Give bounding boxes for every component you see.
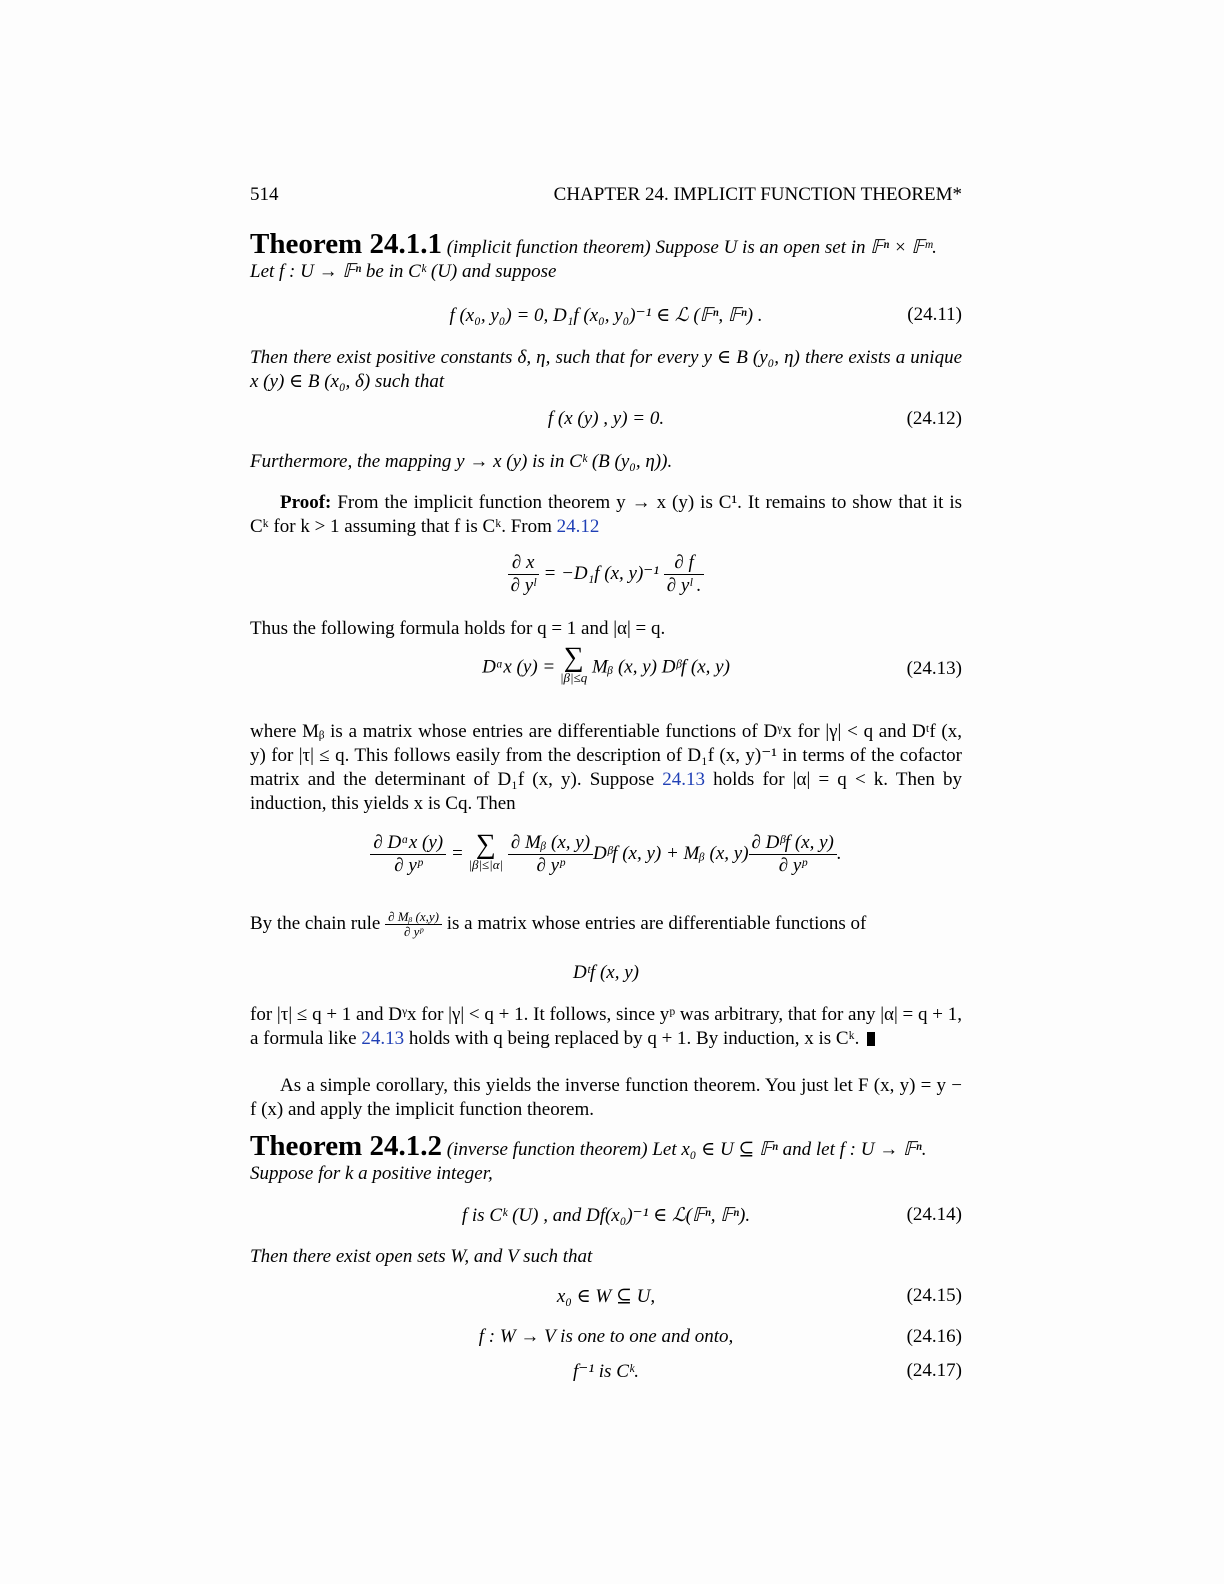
theorem-24-1-1	[250, 228, 962, 284]
sigma-symbol: ∑	[475, 828, 496, 860]
theorem-furthermore: Furthermore, the mapping y → x (y) is in Cᵏ (B (y₀, η)).	[250, 451, 673, 472]
paragraph-text: for |τ| ≤ q + 1 and Dᵞx for |γ| < q + 1. It follows, since yᵖ was arbitrary, that for any |α| = q + 1, a formula like	[250, 1004, 962, 1049]
middle-term: = −D₁f (x, y)⁻¹	[543, 562, 659, 584]
theorem-24-1-2	[250, 1130, 962, 1186]
equation-rhs: Mᵦ (x, y) Dᵝf (x, y)	[591, 656, 730, 678]
equals-sign: =	[450, 842, 464, 864]
summation	[468, 828, 504, 875]
equation-ref-link[interactable]: 24.12	[556, 516, 600, 537]
equation-formula: f (x (y) , y) = 0.	[547, 408, 665, 429]
equation-lhs: Dᵅx (y) =	[482, 656, 556, 678]
paragraph-text-cont: holds with q being replaced by q + 1. By induction, x is Cᵏ.	[404, 1028, 860, 1049]
chapter-title: CHAPTER 24. IMPLICIT FUNCTION THEOREM*	[553, 184, 962, 205]
paragraph-text-cont: holds for |α| = q < k. Then by induction, this yields x is Cq. Then	[250, 769, 963, 814]
equation-formula: f : W → V is one to one and onto,	[478, 1326, 734, 1347]
equation-24-16	[250, 1326, 962, 1356]
numerator: ∂ f	[664, 552, 705, 575]
theorem-statement-cont: Suppose for k a positive integer,	[250, 1163, 493, 1184]
equation-number: (24.11)	[907, 304, 962, 325]
denominator: ∂ yᵖ	[778, 855, 807, 876]
equation-formula: f (x₀, y₀) = 0, D₁f (x₀, y₀)⁻¹ ∈ ℒ (𝔽ⁿ, 𝔽ⁿ) .	[449, 305, 763, 326]
equation-dtau	[250, 962, 962, 992]
equation-number: (24.13)	[906, 658, 962, 679]
paragraph-chain-rule	[250, 910, 962, 939]
numerator: ∂ Mᵦ (x, y)	[508, 832, 593, 855]
equation-24-12	[250, 408, 962, 438]
theorem-conclusion: Then there exist positive constants δ, η, such that for every y ∈ B (y₀, η) there exists a unique x (y) ∈ B (x₀, δ) such that	[250, 347, 962, 392]
theorem-statement: (inverse function theorem) Let x₀ ∈ U ⊆ 𝔽ⁿ and let f : U → 𝔽ⁿ.	[446, 1139, 927, 1160]
equation-formula: x₀ ∈ W ⊆ U,	[556, 1286, 656, 1307]
fraction	[749, 832, 837, 877]
numerator: ∂ Mᵦ (x,y)	[385, 910, 442, 925]
middle-term: Dᵝf (x, y) + Mᵦ (x, y)	[593, 842, 749, 864]
page-number: 514	[250, 184, 279, 205]
paragraph-for	[250, 1003, 962, 1051]
sigma-symbol: ∑	[563, 642, 584, 673]
equation-derivative	[250, 828, 962, 894]
numerator: ∂ Dᵝf (x, y)	[749, 832, 837, 855]
paragraph-thus: Thus the following formula holds for q = 1 and |α| = q.	[250, 618, 666, 639]
paragraph-text: By the chain rule	[250, 912, 381, 934]
equation-ref-link[interactable]: 24.13	[662, 769, 706, 790]
equation-formula: Dᵗf (x, y)	[573, 962, 639, 983]
numerator: ∂ Dᵅx (y)	[370, 832, 446, 855]
qed-mark	[867, 1032, 875, 1046]
paragraph-open-sets: Then there exist open sets W, and V such that	[250, 1246, 593, 1267]
theorem-label: Theorem 24.1.2	[250, 1130, 442, 1162]
theorem-statement: (implicit function theorem) Suppose U is an open set in 𝔽ⁿ × 𝔽ᵐ.	[446, 237, 937, 258]
equation-24-13	[250, 642, 962, 704]
equation-24-14	[250, 1204, 962, 1234]
paragraph-text: where Mᵦ is a matrix whose entries are differentiable functions of Dᵞx for |γ| < q and Dᵗf (x, y) for |τ| ≤ q. This follows easily from the description of D₁f (x, y)⁻¹ in terms of the cofactor matrix and the determinant of D₁f (x, y). Suppose	[250, 721, 962, 790]
paragraph-where	[250, 720, 962, 816]
fraction	[664, 552, 705, 597]
equation-formula: f⁻¹ is Cᵏ.	[573, 1361, 639, 1382]
equation-24-15	[250, 1285, 962, 1315]
proof-text: From the implicit function theorem y → x (y) is C¹. It remains to show that it is Cᵏ for k > 1 assuming that f is Cᵏ. From	[250, 492, 962, 537]
theorem-statement-cont: Let f : U → 𝔽ⁿ be in Cᵏ (U) and suppose	[250, 261, 557, 282]
fraction	[508, 832, 593, 877]
equation-number: (24.12)	[906, 408, 962, 429]
equation-partial	[250, 552, 962, 604]
equation-number: (24.14)	[906, 1204, 962, 1225]
equation-number: (24.15)	[906, 1285, 962, 1306]
equation-24-17	[250, 1360, 962, 1390]
equation-ref-link[interactable]: 24.13	[361, 1028, 405, 1049]
numerator: ∂ x	[508, 552, 539, 575]
denominator: ∂ yˡ .	[666, 575, 702, 596]
equation-formula: f is Cᵏ (U) , and Df(x₀)⁻¹ ∈ ℒ(𝔽ⁿ, 𝔽ⁿ).	[461, 1205, 751, 1226]
proof-label: Proof:	[280, 492, 332, 513]
theorem-label: Theorem 24.1.1	[250, 228, 442, 260]
equation-number: (24.16)	[906, 1326, 962, 1347]
period: .	[836, 842, 842, 864]
fraction	[370, 832, 446, 877]
fraction	[508, 552, 539, 597]
denominator: ∂ yᵖ	[394, 855, 423, 876]
proof-paragraph	[250, 491, 962, 539]
summation-limit: |β|≤q	[559, 670, 588, 685]
denominator: ∂ yᵖ	[536, 855, 565, 876]
summation-limit: |β|≤|α|	[468, 856, 504, 872]
paragraph-text-cont: is a matrix whose entries are differentiable functions of	[446, 912, 867, 934]
denominator: ∂ yˡ	[510, 575, 536, 596]
paragraph-corollary: As a simple corollary, this yields the inverse function theorem. You just let F (x, y) = y − f (x) and apply the implicit function theorem.	[250, 1075, 962, 1120]
equation-24-11	[250, 304, 962, 334]
denominator: ∂ yᵖ	[403, 924, 424, 939]
inline-fraction	[385, 910, 442, 939]
equation-number: (24.17)	[906, 1360, 962, 1381]
summation	[559, 642, 588, 688]
